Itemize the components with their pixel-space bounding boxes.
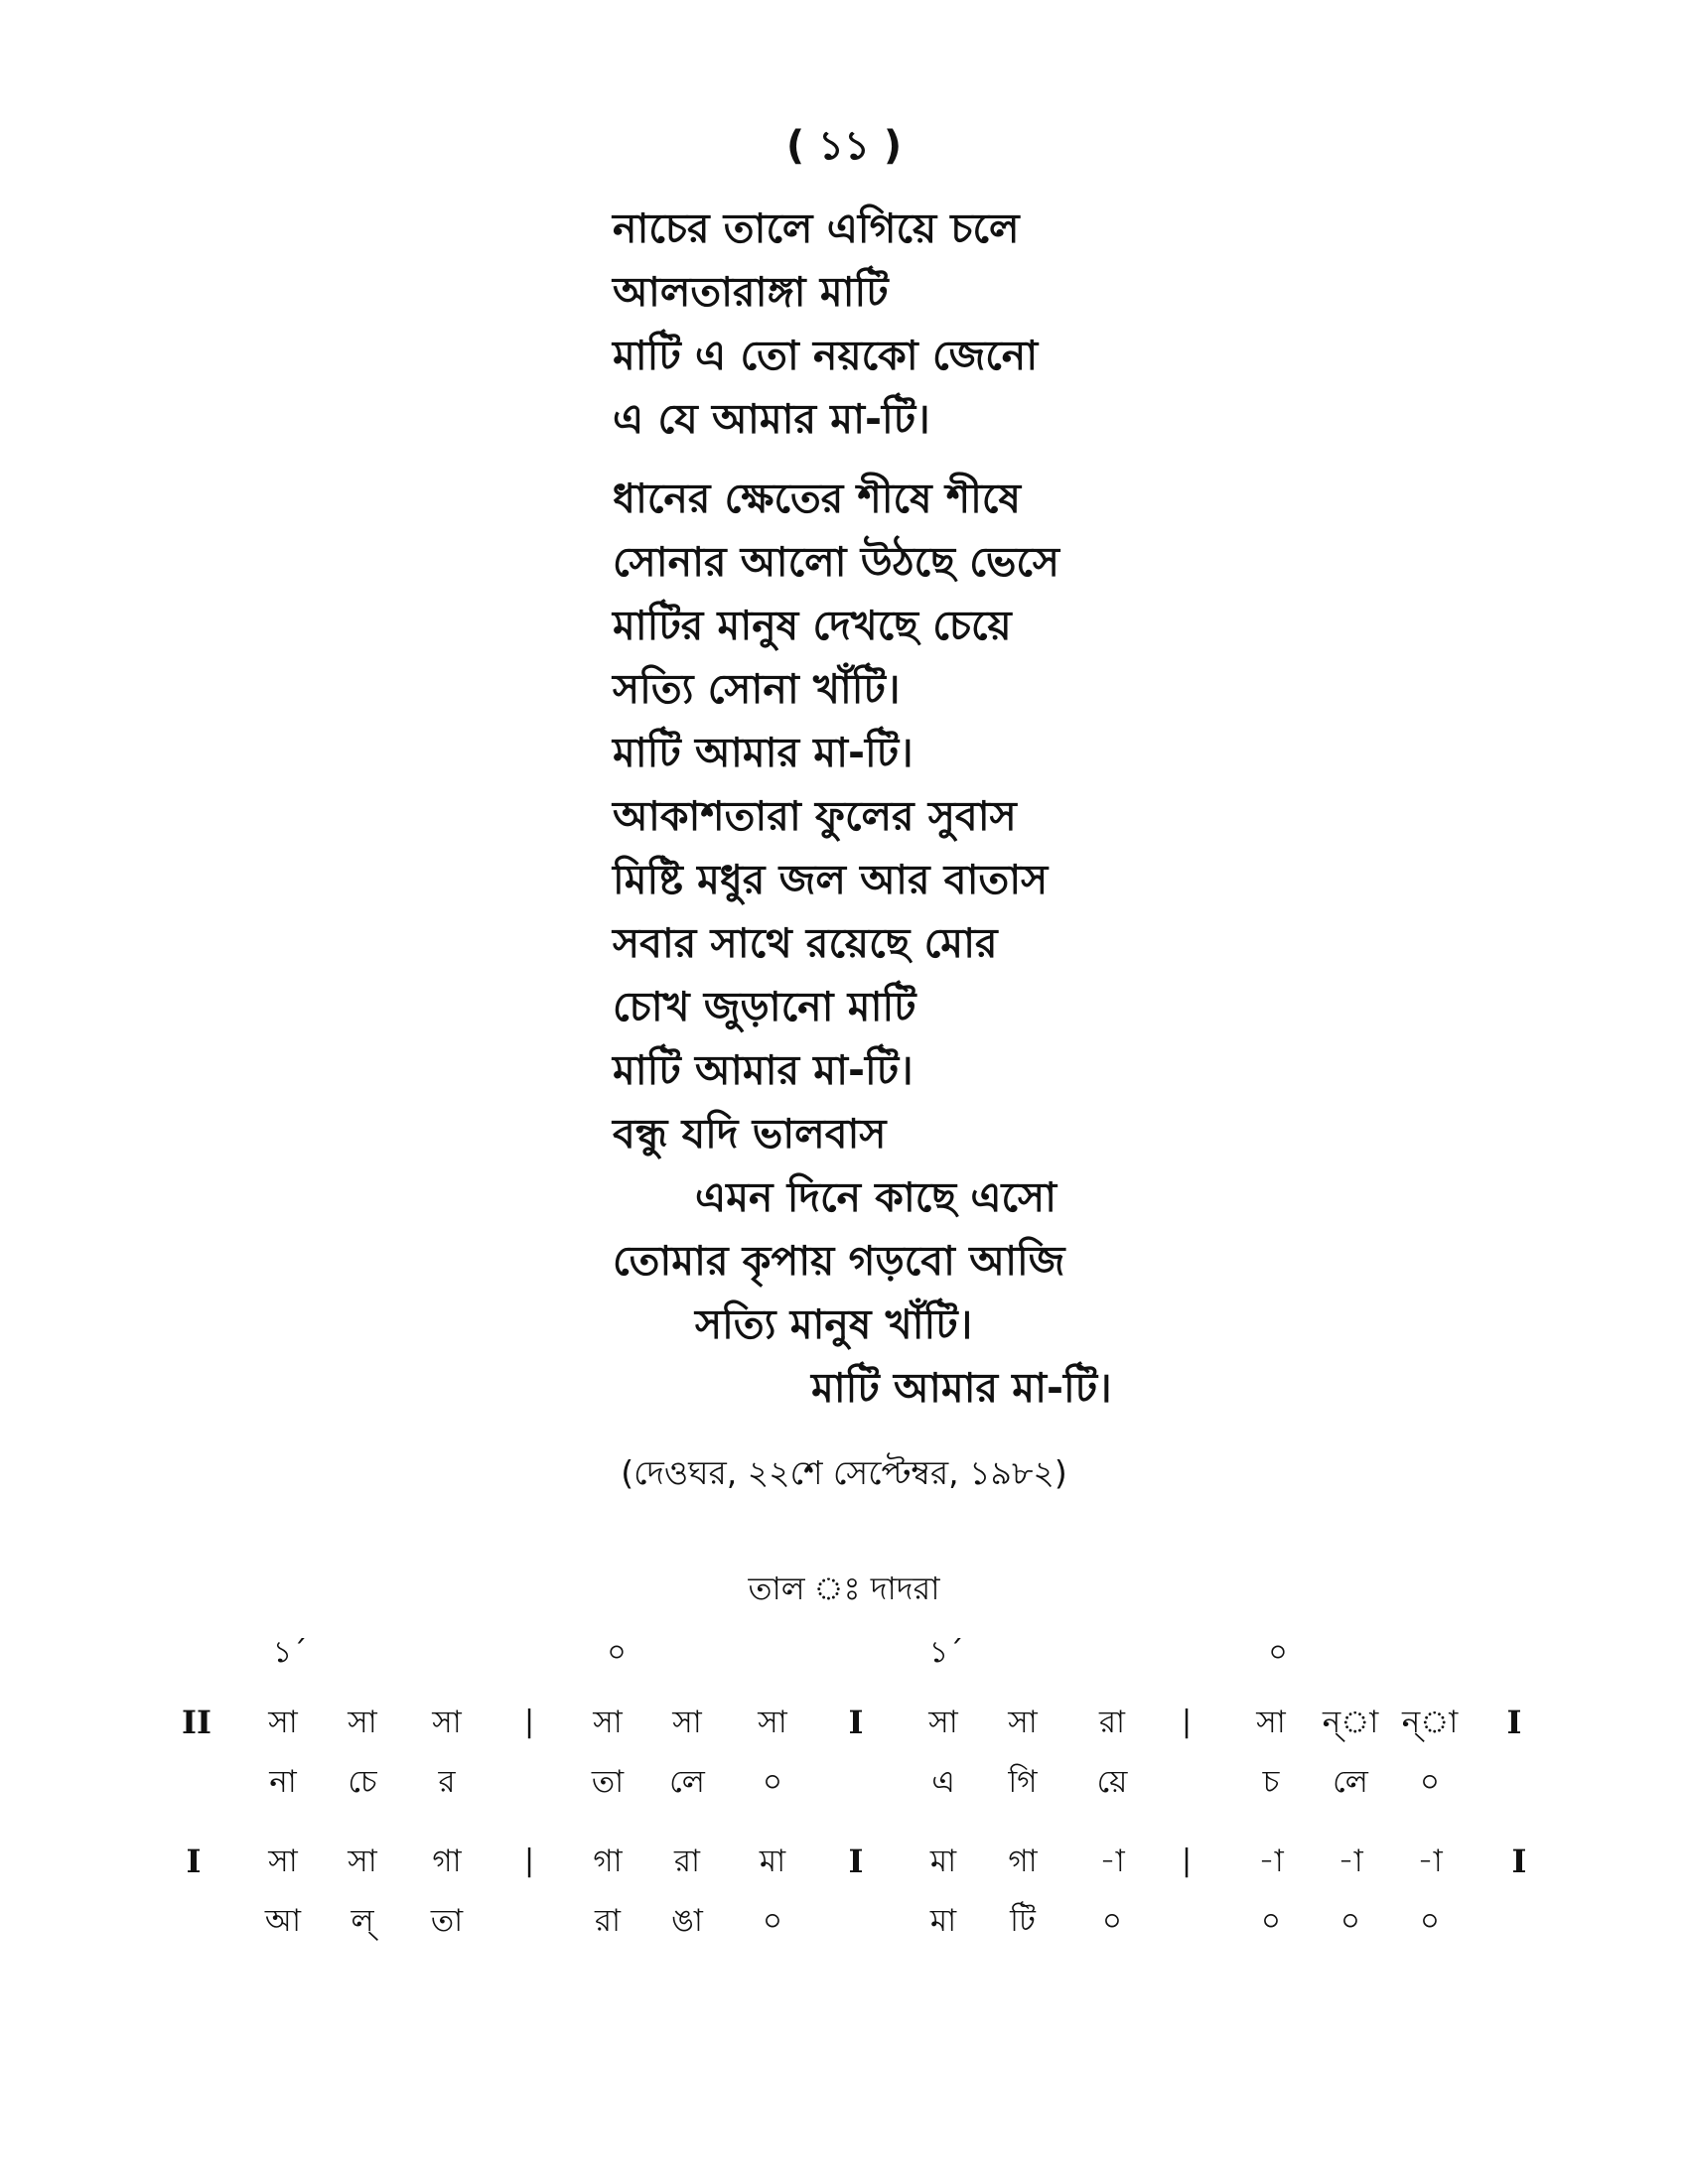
note: মা xyxy=(759,1843,786,1879)
section-mark: I xyxy=(1511,1843,1527,1880)
syllable: মা xyxy=(929,1903,957,1939)
note: সা xyxy=(268,1843,298,1879)
note: -া xyxy=(1258,1843,1284,1879)
notes-row-2 xyxy=(0,1837,1688,1886)
syllable: না xyxy=(269,1764,297,1800)
note: গা xyxy=(1008,1843,1038,1879)
verse-line: সত্যি সোনা খাঁটি। xyxy=(613,665,901,713)
syllable: ০ xyxy=(762,1764,783,1800)
verse-line: মিষ্টি মধুর জল আর বাতাস xyxy=(613,856,1049,903)
verse-line: বন্ধু যদি ভালবাস xyxy=(613,1110,887,1158)
note: গা xyxy=(432,1843,462,1879)
syllable: আ xyxy=(264,1903,302,1939)
tala-heading: তাল ঃ দাদরা xyxy=(748,1570,940,1607)
note: রা xyxy=(1098,1705,1126,1740)
verse-line: তোমার কৃপায় গড়বো আজি xyxy=(613,1237,1065,1285)
syllable: লে xyxy=(669,1764,705,1800)
note: মা xyxy=(929,1843,957,1879)
note: সা xyxy=(672,1705,702,1740)
note: সা xyxy=(268,1705,298,1740)
bar-line: | xyxy=(523,1843,535,1878)
section-mark: I xyxy=(848,1843,864,1880)
note: সা xyxy=(1256,1705,1286,1740)
syllable: য়ে xyxy=(1096,1764,1128,1800)
note: গা xyxy=(593,1843,623,1879)
syllable: ল্‌ xyxy=(351,1903,374,1939)
note: সা xyxy=(1008,1705,1038,1740)
verse-line: নাচের তালে এগিয়ে চলে xyxy=(613,205,1020,252)
syllable: এ xyxy=(931,1764,955,1800)
verse-line: মাটি আমার মা-টি। xyxy=(613,729,914,776)
syllable: ০ xyxy=(1101,1903,1123,1939)
section-mark: II xyxy=(182,1704,211,1741)
syllable: ০ xyxy=(1419,1764,1441,1800)
stanza-4 xyxy=(613,1102,1112,1420)
syllable: ০ xyxy=(1419,1903,1441,1939)
section-mark: I xyxy=(186,1843,202,1880)
note: -া xyxy=(1337,1843,1363,1879)
section-mark: I xyxy=(1506,1704,1522,1741)
verse-line: আলতারাঙ্গা মাটি xyxy=(613,268,889,316)
note: সা xyxy=(928,1705,958,1740)
note: -া xyxy=(1417,1843,1443,1879)
stanza-3 xyxy=(613,784,1048,1102)
syllable: ০ xyxy=(1260,1903,1282,1939)
note: রা xyxy=(673,1843,701,1879)
syllable: ০ xyxy=(1339,1903,1361,1939)
syllable: টি xyxy=(1010,1903,1036,1939)
syllable: র xyxy=(438,1764,456,1800)
beat-marker-row xyxy=(0,1628,1688,1678)
note: সা xyxy=(348,1705,377,1740)
note: সা xyxy=(758,1705,787,1740)
beat-marker: ১´ xyxy=(928,1635,964,1670)
note: সা xyxy=(348,1843,377,1879)
verse-line: মাটি আমার মা-টি। xyxy=(811,1364,1112,1412)
syllable: তা xyxy=(591,1764,625,1800)
syllable: লে xyxy=(1333,1764,1368,1800)
date-note: (দেওঘর, ২২শে সেপ্টেম্বর, ১৯৮২) xyxy=(621,1453,1067,1492)
note: -া xyxy=(1099,1843,1125,1879)
note: ন্‌া xyxy=(1401,1705,1459,1740)
verse-line: মাটি এ তো নয়কো জেনো xyxy=(613,332,1039,379)
verse-line: ধানের ক্ষেতের শীষে শীষে xyxy=(613,475,1021,522)
verse-line: সোনার আলো উঠছে ভেসে xyxy=(613,538,1059,586)
syllable: ০ xyxy=(762,1903,783,1939)
section-mark: I xyxy=(848,1704,864,1741)
verse-line: এমন দিনে কাছে এসো xyxy=(695,1173,1056,1221)
verse-line: চোখ জুড়ানো মাটি xyxy=(613,983,916,1030)
note: ন্‌া xyxy=(1322,1705,1379,1740)
syllable: চে xyxy=(348,1764,377,1800)
syllable: চ xyxy=(1262,1764,1280,1800)
verse-line: সত্যি মানুষ খাঁটি। xyxy=(695,1300,973,1348)
syllable: গি xyxy=(1008,1764,1038,1800)
verse-line: মাটি আমার মা-টি। xyxy=(613,1046,914,1094)
bar-line: | xyxy=(1181,1843,1193,1878)
verse-line: সবার সাথে রয়েছে মোর xyxy=(613,919,998,967)
stanza-2 xyxy=(613,467,1059,784)
bar-line: | xyxy=(1181,1705,1193,1739)
bar-line: | xyxy=(523,1705,535,1739)
page-number: ( ১১ ) xyxy=(785,123,903,169)
verse-line: এ যে আমার মা-টি। xyxy=(613,395,930,443)
beat-marker: ০ xyxy=(1268,1635,1288,1670)
verse-line: মাটির মানুষ দেখছে চেয়ে xyxy=(613,602,1012,649)
syllable: তা xyxy=(430,1903,464,1939)
stanza-1 xyxy=(613,197,1038,451)
beat-marker: ১´ xyxy=(272,1635,308,1670)
verse-line: আকাশতারা ফুলের সুবাস xyxy=(613,792,1017,840)
lyrics-row-2 xyxy=(0,1896,1688,1946)
lyrics-row-1 xyxy=(0,1757,1688,1807)
syllable: ঙা xyxy=(671,1903,703,1939)
syllable: রা xyxy=(594,1903,622,1939)
note: সা xyxy=(593,1705,623,1740)
notes-row-1 xyxy=(0,1698,1688,1747)
beat-marker: ০ xyxy=(607,1635,627,1670)
note: সা xyxy=(432,1705,462,1740)
